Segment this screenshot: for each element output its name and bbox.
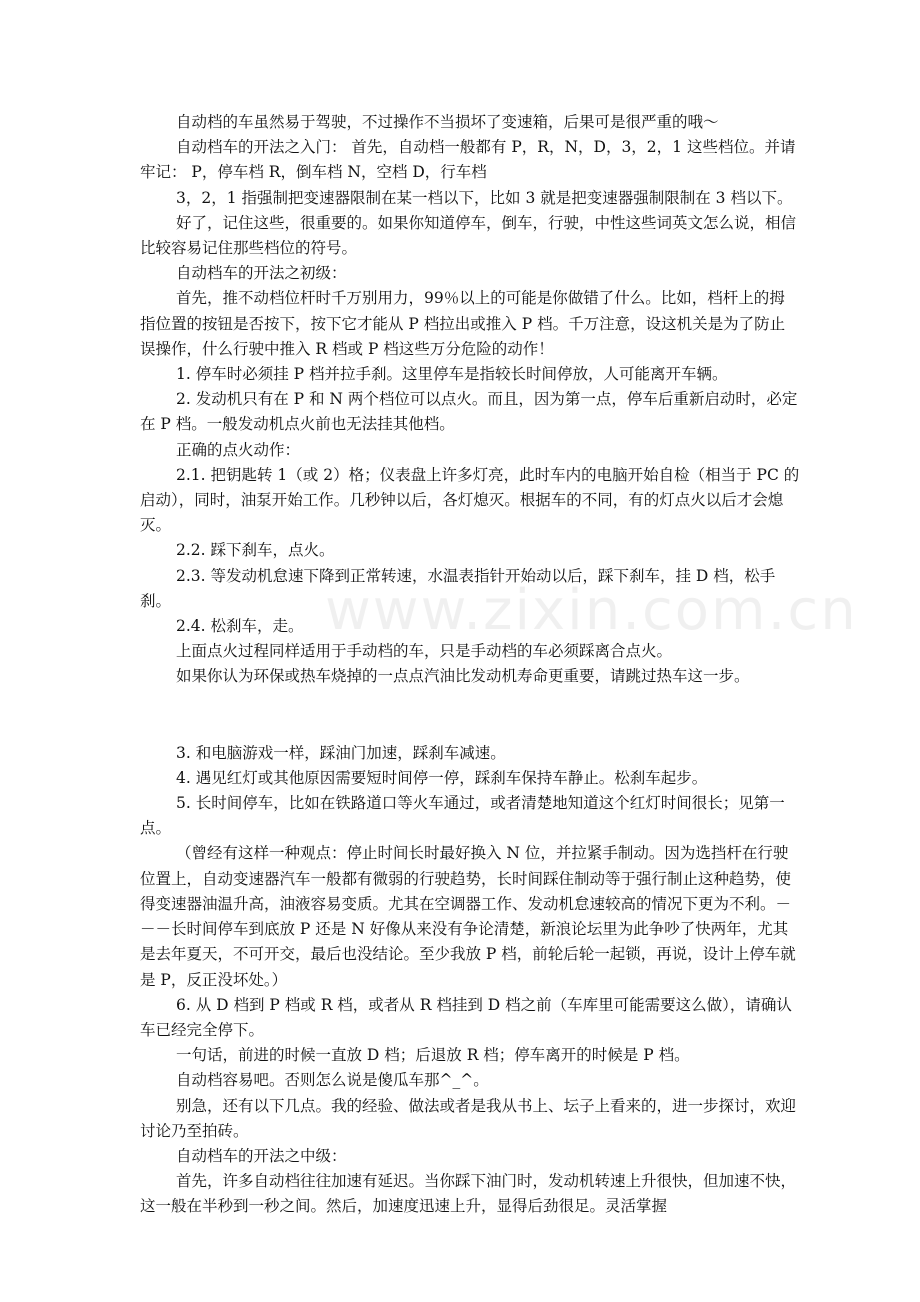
paragraph: 上面点火过程同样适用于手动档的车，只是手动档的车必须踩离合点火。: [176, 642, 673, 661]
paragraph: 如果你认为环保或热车烧掉的一点点汽油比发动机寿命更重要，请跳过热车这一步。: [176, 667, 750, 686]
paragraph: 自动档车的开法之初级：: [176, 264, 347, 283]
paragraph: 1. 停车时必须挂 P 档并拉手刹。这里停车是指较长时间停放，人可能离开车辆。: [176, 365, 728, 384]
paragraph: 好了，记住这些，很重要的。如果你知道停车，倒车，行驶，中性这些词英文怎么说，相信比较容易记住那些档位的符号。: [140, 213, 797, 258]
paragraph: 3，2，1 指强制把变速器限制在某一档以下，比如 3 就是把变速器强制限制在 3 档以下。: [176, 188, 793, 207]
paragraph: 4. 遇见红灯或其他原因需要短时间停一停，踩刹车保持车静止。松刹车起步。: [176, 768, 708, 787]
blank-line: [140, 705, 800, 725]
watermark: www.zixin.com.cn: [325, 578, 858, 643]
paragraph: （曾经有这样一种观点：停止时间长时最好换入 N 位，并拉紧手制动。因为选挡杆在行驶位置上，自动变速器汽车一般都有微弱的行驶趋势，长时间踩住制动等于强行制止这种趋势，使得变速器油温升高，油液容易变质。尤其在空调器工作、发动机怠速较高的情况下更为不利。－－－长时间停车到底放 P 还是 N 好像从来没有争论清楚，新浪论坛里为此争吵了快两年，尤其是去年夏天，不可开交，最后也没结论。至少我放 P 档，前轮后轮一起锁，再说，设计上停车就是 P，反正没坏处。）: [140, 844, 796, 989]
paragraph: 2.1. 把钥匙转 1（或 2）格；仪表盘上许多灯亮，此时车内的电脑开始自检（相当于 PC 的启动），同时，油泵开始工作。几秒钟以后，各灯熄灭。根据车的不同，有的灯点火以后才会熄灭。: [140, 465, 800, 535]
paragraph: 6. 从 D 档到 P 档或 R 档，或者从 R 档挂到 D 档之前（车库里可能需要这么做），请确认车已经完全停下。: [140, 995, 792, 1039]
paragraph: 首先，许多自动档往往加速有延迟。当你踩下油门时，发动机转速上升很快，但加速不快，这一般在半秒到一秒之间。然后，加速度迅速上升，显得后劲很足。灵活掌握: [140, 1172, 797, 1216]
paragraph: 2. 发动机只有在 P 和 N 两个档位可以点火。而且，因为第一点，停车后重新启动时，必定在 P 档。一般发动机点火前也无法挂其他档。: [140, 390, 798, 434]
paragraph: 5. 长时间停车，比如在铁路道口等火车通过，或者清楚地知道这个红灯时间很长；见第一点。: [140, 794, 785, 838]
paragraph: 自动档车的开法之入门： 首先，自动档一般都有 P，R，N，D，3，2，1 这些档位。并请牢记： P，停车档 R，倒车档 N，空档 D，行车档: [140, 138, 796, 182]
paragraph: 别急，还有以下几点。我的经验、做法或者是我从书上、坛子上看来的，进一步探讨，欢迎讨论乃至拍砖。: [140, 1096, 797, 1140]
paragraph: 2.2. 踩下刹车，点火。: [176, 541, 335, 560]
paragraph: 自动档车的开法之中级：: [176, 1146, 347, 1165]
paragraph: 首先，推不动档位杆时千万别用力，99％以上的可能是你做错了什么。比如，档杆上的拇指位置的按钮是否按下，按下它才能从 P 档拉出或推入 P 档。千万注意，设这机关是为了防止误操作，什么行驶中推入 R 档或 P 档这些万分危险的动作！: [140, 289, 786, 358]
paragraph: 一句话，前进的时候一直放 D 档；后退放 R 档；停车离开的时候是 P 档。: [176, 1046, 690, 1065]
paragraph: 3. 和电脑游戏一样，踩油门加速，踩刹车减速。: [176, 743, 506, 762]
paragraph: 自动档的车虽然易于驾驶，不过操作不当损坏了变速箱，后果可是很严重的哦～: [176, 113, 719, 131]
paragraph: 自动档容易吧。否则怎么说是傻瓜车那^_^。: [176, 1071, 489, 1090]
paragraph: 2.4. 松刹车，走。: [176, 617, 304, 636]
paragraph: 2.3. 等发动机怠速下降到正常转速，水温表指针开始动以后，踩下刹车，挂 D 档，松手刹。: [140, 566, 776, 610]
paragraph: 正确的点火动作：: [176, 440, 301, 459]
document-body: [140, 110, 800, 1220]
